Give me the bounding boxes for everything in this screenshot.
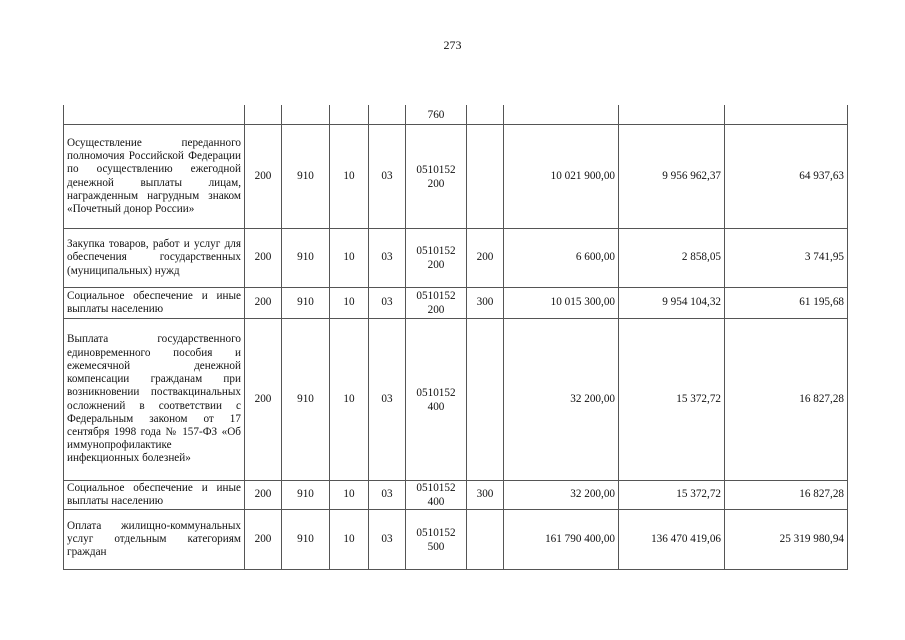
table-row [64,125,848,229]
code-c2: 910 [282,229,330,288]
page-number: 273 [443,38,462,52]
target-code-cell [406,229,467,288]
rest-amount: 64 937,63 [725,125,848,229]
target-code-line2: 500 [427,540,445,553]
fact-amount: 136 470 419,06 [619,510,725,570]
plan-amount: 10 015 300,00 [504,288,619,319]
fact-amount: 15 372,72 [619,319,725,481]
plan-amount: 10 021 900,00 [504,125,619,229]
code-c2: 910 [282,125,330,229]
target-code-line2: 400 [427,496,445,508]
target-code-line1: 0510152 [416,526,456,539]
target-code-line1: 0510152 [416,290,456,302]
fact-amount: 9 956 962,37 [619,125,725,229]
code-c2: 910 [282,510,330,570]
subsection-code: 03 [369,125,406,229]
code-c1: 200 [245,510,282,570]
fact-amount: 15 372,72 [619,481,725,510]
code-c2: 910 [282,319,330,481]
plan-amount: 161 790 400,00 [504,510,619,570]
code-c1: 200 [245,288,282,319]
target-code-line1: 0510152 [416,482,456,494]
target-code-cell [406,510,467,570]
subsection-code: 03 [369,288,406,319]
target-code-line2: 200 [427,259,445,271]
target-code-cell: 760 [406,105,467,125]
table-row [64,319,848,481]
target-code-cell [406,481,467,510]
row-name: Социальное обеспечение и иные выплаты населению [64,288,245,319]
target-code-cell [406,319,467,481]
expense-type-code [467,125,504,229]
rest-amount: 16 827,28 [725,481,848,510]
expense-type-code [467,319,504,481]
target-code-line1: 0510152 [416,163,456,176]
expense-type-code: 300 [467,481,504,510]
section-code: 10 [330,319,369,481]
rest-amount: 16 827,28 [725,319,848,481]
table-row [64,105,848,125]
section-code: 10 [330,481,369,510]
budget-table [63,105,848,570]
rest-amount: 25 319 980,94 [725,510,848,570]
table-row [64,229,848,288]
table-row [64,288,848,319]
target-code-cell [406,288,467,319]
expense-type-code [467,510,504,570]
plan-amount: 6 600,00 [504,229,619,288]
expense-type-code: 300 [467,288,504,319]
section-code: 10 [330,288,369,319]
section-code: 10 [330,125,369,229]
row-name: Осуществление переданного полномочия Российской Федерации по осуществлению ежегодной денежной выплаты лицам, награжденным нагрудным знаком «Почетный донор России» [64,125,245,229]
row-name: Оплата жилищно-коммунальных услуг отдельным категориям граждан [64,510,245,570]
table-row [64,481,848,510]
code-c1: 200 [245,319,282,481]
subsection-code: 03 [369,481,406,510]
target-code-line2: 400 [427,400,445,413]
row-name: Закупка товаров, работ и услуг для обеспечения государственных (муниципальных) нужд [64,229,245,288]
fact-amount: 2 858,05 [619,229,725,288]
subsection-code: 03 [369,319,406,481]
target-code-line2: 200 [427,304,445,316]
code-c1: 200 [245,125,282,229]
row-name: Социальное обеспечение и иные выплаты населению [64,481,245,510]
code-c2: 910 [282,481,330,510]
section-code: 10 [330,510,369,570]
section-code: 10 [330,229,369,288]
target-code-line1: 0510152 [416,386,456,399]
rest-amount: 61 195,68 [725,288,848,319]
table-row [64,510,848,570]
target-code-line1: 0510152 [416,245,456,257]
subsection-code: 03 [369,229,406,288]
fact-amount: 9 954 104,32 [619,288,725,319]
code-c1: 200 [245,481,282,510]
plan-amount: 32 200,00 [504,319,619,481]
target-code-cell [406,125,467,229]
code-c1: 200 [245,229,282,288]
rest-amount: 3 741,95 [725,229,848,288]
code-c2: 910 [282,288,330,319]
plan-amount: 32 200,00 [504,481,619,510]
expense-type-code: 200 [467,229,504,288]
target-code-line2: 200 [427,177,445,190]
row-name: Выплата государственного единовременного пособия и ежемесячной денежной компенсации гражданам при возникновении поствакцинальных осложнений в соответствии с Федеральным законом от 17 сентября 1998 года № 157-ФЗ «Об иммунопрофилактике инфекционных болезней» [64,319,245,481]
subsection-code: 03 [369,510,406,570]
